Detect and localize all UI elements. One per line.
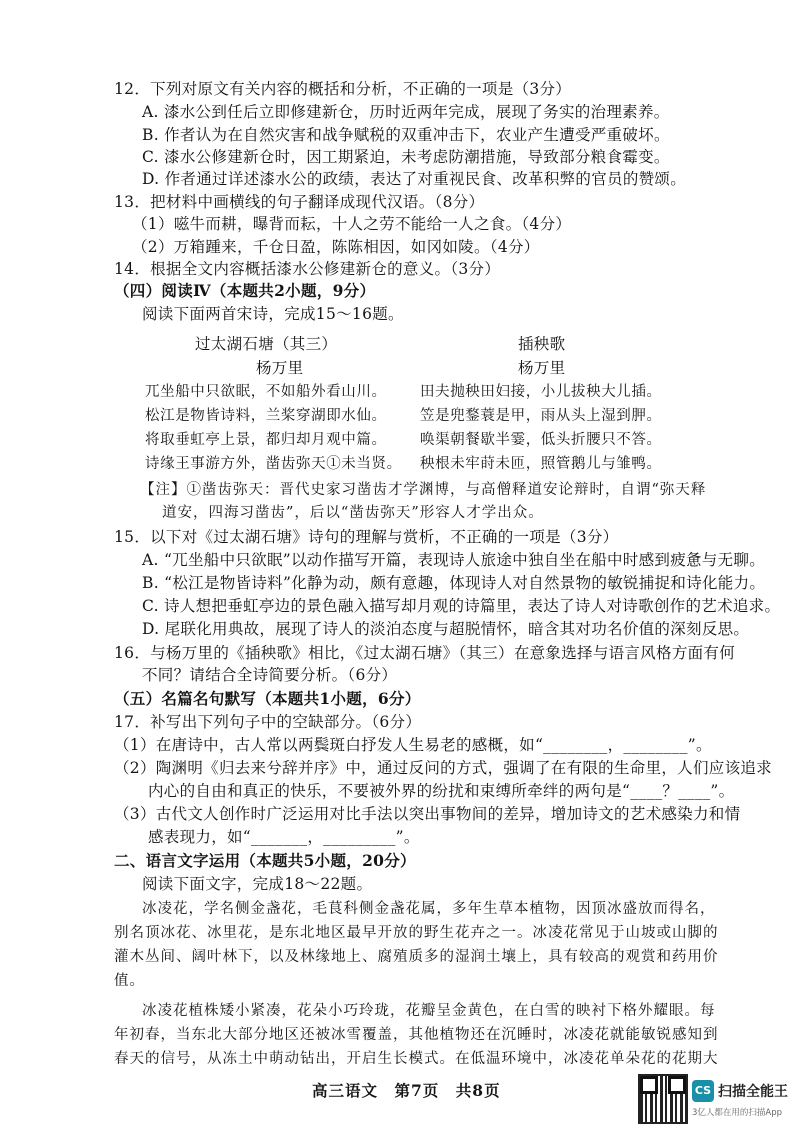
q12-option-d: D. 作者通过详述漆水公的政绩，表达了对重视民食、改革积弊的官员的赞颂。 [142, 170, 687, 188]
passage-p1-line-2: 别名顶冰花、冰里花，是东北地区最早开放的野生花卉之一。冰凌花常见于山坡或山脚的 [114, 925, 719, 941]
poem-2-line-1: 田夫抛秧田妇接，小儿拔秧大儿插。 [420, 384, 662, 400]
poem-1-line-4: 诗缘王事游方外，凿齿弥天①未当贤。 [145, 456, 402, 472]
q14-stem: 14．根据全文内容概括漆水公修建新仓的意义。（3分） [114, 260, 501, 278]
poem-2-title: 插秧歌 [518, 335, 566, 353]
passage-p1-line-1: 冰凌花，学名侧金盏花，毛茛科侧金盏花属，多年生草本植物，因顶冰盛放而得名， [142, 901, 716, 917]
poem-2-line-2: 笠是兜鍪蓑是甲，雨从头上湿到胛。 [420, 408, 662, 424]
q17-item-3-line-1: （3）古代文人创作时广泛运用对比手法以突出事物间的差异，增加诗文的艺术感染力和情 [114, 805, 741, 823]
q17-item-1: （1）在唐诗中，古人常以两鬓斑白抒发人生易老的感概，如“________，________”。 [114, 736, 712, 754]
passage-p1-line-4: 值。 [114, 973, 145, 989]
q17-item-2-line-2: 内心的自由和真正的快乐，不要被外界的纷扰和束缚所牵绊的两句是“____？____”。 [148, 782, 735, 800]
part-2-intro: 阅读下面文字，完成18～22题。 [142, 875, 373, 893]
q12-stem: 12．下列对原文有关内容的概括和分析，不正确的一项是（3分） [114, 80, 572, 98]
q12-option-a: A. 漆水公到任后立即修建新仓，历时近两年完成，展现了务实的治理素养。 [142, 103, 670, 121]
poem-1-line-1: 兀坐船中只欲眠，不如船外看山川。 [145, 384, 387, 400]
poem-1-line-3: 将取垂虹亭上景，都归却月观中篇。 [145, 432, 387, 448]
q12-option-b: B. 作者认为在自然灾害和战争赋税的双重冲击下，农业产生遭受严重破坏。 [142, 126, 670, 144]
passage-p2-line-2: 年初春，当东北大部分地区还被冰雪覆盖，其他植物还在沉睡时，冰凌花就能敏锐感知到 [114, 1027, 719, 1043]
section-4-intro: 阅读下面两首宋诗，完成15～16题。 [142, 305, 404, 323]
q13-sentence-1: （1）嗞牛而耕，曝背而耘，十人之劳不能给一人之食。（4分） [132, 215, 572, 233]
camscanner-name: 扫描全能王 [718, 1084, 788, 1100]
poem-1-author: 杨万里 [256, 359, 304, 377]
q17-item-3-line-2: 感表现力，如“_______，_________”。 [148, 828, 420, 846]
poem-1-title: 过太湖石塘（其三） [195, 335, 338, 353]
poem-1-line-2: 松江是物皆诗料，兰桨穿湖即水仙。 [145, 408, 387, 424]
note-line-1: 【注】①凿齿弥天：晋代史家习凿齿才学渊博，与高僧释道安论辩时，自谓“弥天释 [140, 482, 707, 498]
camscanner-logo-icon: CS [692, 1080, 714, 1102]
q15-option-a: A. “兀坐船中只欲眠”以动作描写开篇，表现诗人旅途中独自坐在船中时感到疲惫与无聊。 [142, 551, 765, 569]
q13-stem: 13．把材料中画横线的句子翻译成现代汉语。（8分） [114, 193, 485, 211]
note-line-2: 道安，四海习凿齿”，后以“凿齿弥天”形容人才学出众。 [162, 505, 544, 521]
q12-option-c: C. 漆水公修建新仓时，因工期紧迫，未考虑防潮措施，导致部分粮食霉变。 [142, 148, 670, 166]
poem-2-line-3: 唤渠朝餐歇半霎，低头折腰只不答。 [420, 432, 662, 448]
qr-code-icon [640, 1076, 686, 1122]
section-4-title: （四）阅读Ⅳ（本题共2小题，9分） [114, 281, 376, 300]
passage-p2-line-1: 冰凌花植株矮小紧凑，花朵小巧玲珑，花瓣呈金黄色，在白雪的映衬下格外耀眼。每 [142, 1003, 716, 1019]
poem-2-author: 杨万里 [518, 359, 566, 377]
passage-p1-line-3: 灌木丛间、阔叶林下，以及林缘地上、腐殖质多的湿润土壤上，具有较高的观赏和药用价 [114, 949, 719, 965]
poem-2-line-4: 秧根未牢莳未匝，照管鹅儿与雏鸭。 [420, 456, 662, 472]
part-2-title: 二、语言文字运用（本题共5小题，20分） [114, 851, 416, 870]
q15-option-c: C. 诗人想把垂虹亭边的景色融入描写却月观的诗篇里，表达了诗人对诗歌创作的艺术追求。 [142, 597, 781, 615]
q17-stem: 17．补写出下列句子中的空缺部分。（6分） [114, 713, 422, 731]
q15-option-b: B. “松江是物皆诗料”化静为动，颇有意趣，体现诗人对自然景物的敏锐捕捉和诗化能力。 [142, 574, 766, 592]
page-footer: 高三语文 第7页 共8页 [312, 1081, 501, 1100]
q17-item-2-line-1: （2）陶渊明《归去来兮辞并序》中，通过反问的方式，强调了在有限的生命里，人们应该追求 [114, 759, 772, 777]
q16-line-1: 16．与杨万里的《插秧歌》相比，《过太湖石塘》（其三）在意象选择与语言风格方面有何 [114, 644, 736, 662]
q13-sentence-2: （2）万箱踵来，千仓日盈，陈陈相因，如冈如陵。（4分） [132, 238, 540, 256]
q15-option-d: D. 尾联化用典故，展现了诗人的淡泊态度与超脱情怀，暗含其对功名价值的深刻反思。 [142, 620, 750, 638]
q16-line-2: 不同？请结合全诗简要分析。（6分） [142, 666, 398, 684]
camscanner-tagline: 3亿人都在用的扫描App [692, 1108, 783, 1118]
passage-p2-line-3: 春天的信号，从冻土中萌动钻出，开启生长模式。在低温环境中，冰凌花单朵花的花期大 [114, 1051, 719, 1067]
q15-stem: 15．以下对《过太湖石塘》诗句的理解与赏析，不正确的一项是（3分） [114, 528, 619, 546]
section-5-title: （五）名篇名句默写（本题共1小题，6分） [114, 689, 421, 708]
